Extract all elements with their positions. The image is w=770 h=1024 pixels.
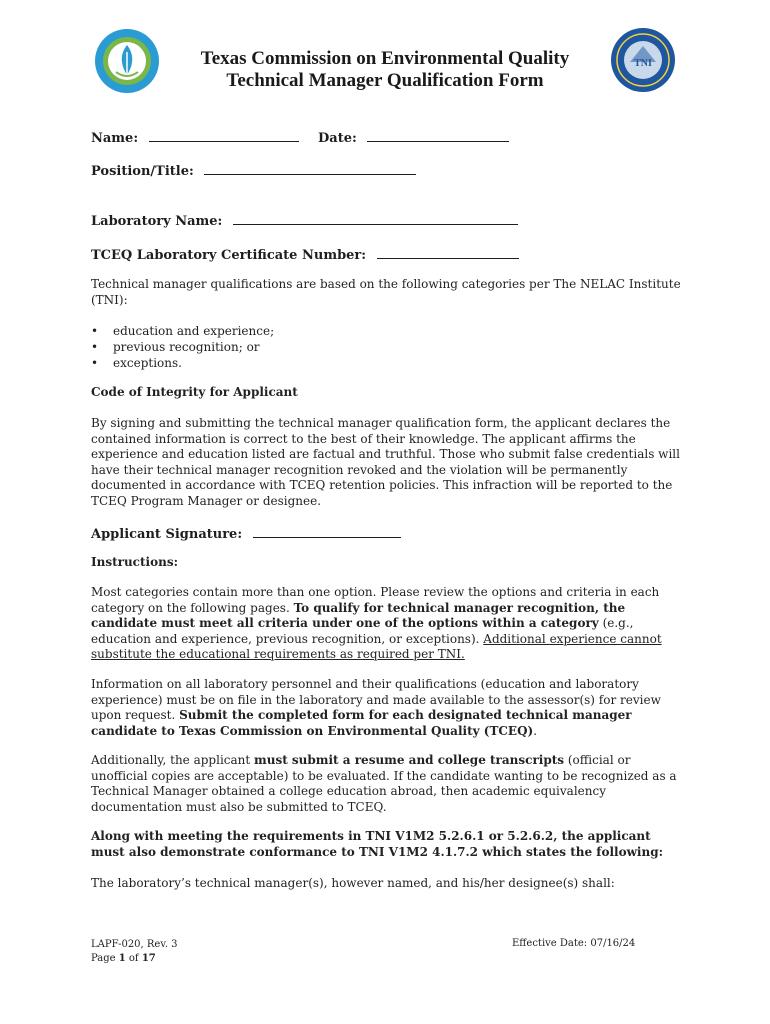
signature-label: Applicant Signature: bbox=[91, 527, 243, 542]
list-item: • education and experience; bbox=[91, 323, 274, 339]
form-title-line2: Technical Manager Qualification Form bbox=[226, 70, 544, 91]
position-blank[interactable] bbox=[204, 161, 416, 175]
instructions-paragraph-1: Most categories contain more than one option. Please review the options and criteria in each category on the following pages. To qualify for technical manager recognition, the candidate must meet all criteria under one of the options within a category (e.g., education and experience, previous recognition, or exceptions). Additional experience cannot substitute the educational requirements as required per TNI. bbox=[91, 585, 662, 661]
position-label: Position/Title: bbox=[91, 164, 194, 179]
form-title-line1: Texas Commission on Environmental Quality bbox=[200, 48, 570, 69]
page-number: Page 1 of 17 bbox=[91, 953, 156, 964]
name-field-row bbox=[91, 128, 299, 146]
name-label: Name: bbox=[91, 131, 139, 146]
instructions-heading: Instructions: bbox=[91, 555, 179, 569]
list-item: • previous recognition; or bbox=[91, 339, 274, 355]
cert-number-blank[interactable] bbox=[377, 245, 519, 259]
instructions-paragraph-5: The laboratory’s technical manager(s), however named, and his/her designee(s) shall: bbox=[91, 876, 615, 890]
lab-name-blank[interactable] bbox=[233, 211, 518, 225]
signature-blank[interactable] bbox=[253, 524, 401, 538]
tceq-seal-icon bbox=[94, 28, 160, 94]
date-label: Date: bbox=[318, 131, 357, 146]
name-blank[interactable] bbox=[149, 128, 299, 142]
form-id: LAPF-020, Rev. 3 bbox=[91, 939, 178, 950]
category-list bbox=[91, 323, 274, 371]
integrity-paragraph: By signing and submitting the technical manager qualification form, the applicant declares the contained information is correct to the best of their knowledge. The applicant affirms the experience and education listed are factual and truthful. Those who submit false credentials will have their technical manager recognition revoked and the violation will be permanently documented in accordance with TCEQ retention policies. This infraction will be reported to the TCEQ Program Manager or designee. bbox=[91, 416, 680, 508]
nelap-recognized-seal-icon bbox=[610, 24, 676, 96]
signature-field-row bbox=[91, 524, 401, 542]
instructions-paragraph-2: Information on all laboratory personnel and their qualifications (education and laboratory experience) must be on file in the laboratory and made available to the assessor(s) for review upon request. Submit the completed form for each designated technical manager candidate to Texas Commission on Environmental Quality (TCEQ). bbox=[91, 677, 661, 738]
effective-date: Effective Date: 07/16/24 bbox=[512, 938, 636, 949]
footer-left bbox=[91, 938, 178, 966]
integrity-heading: Code of Integrity for Applicant bbox=[91, 385, 298, 399]
intro-paragraph: Technical manager qualifications are based on the following categories per The NELAC Institute (TNI): bbox=[91, 277, 681, 307]
lab-name-field-row bbox=[91, 211, 518, 229]
date-field-row bbox=[318, 128, 509, 146]
lab-name-label: Laboratory Name: bbox=[91, 214, 223, 229]
instructions-paragraph-3: Additionally, the applicant must submit a resume and college transcripts (official or unofficial copies are acceptable) to be evaluated. If the candidate wanting to be recognized as a Technical Manager obtained a college education abroad, then academic equivalency documentation must also be submitted to TCEQ. bbox=[91, 753, 677, 814]
instructions-paragraph-4: Along with meeting the requirements in TNI V1M2 5.2.6.1 or 5.2.6.2, the applicant must also demonstrate conformance to TNI V1M2 4.1.7.2 which states the following: bbox=[91, 829, 664, 859]
cert-number-label: TCEQ Laboratory Certificate Number: bbox=[91, 248, 367, 263]
position-field-row bbox=[91, 161, 416, 179]
date-blank[interactable] bbox=[367, 128, 509, 142]
right-logo-center-text: TNI bbox=[634, 58, 652, 69]
cert-number-field-row bbox=[91, 245, 519, 263]
list-item: • exceptions. bbox=[91, 355, 274, 371]
